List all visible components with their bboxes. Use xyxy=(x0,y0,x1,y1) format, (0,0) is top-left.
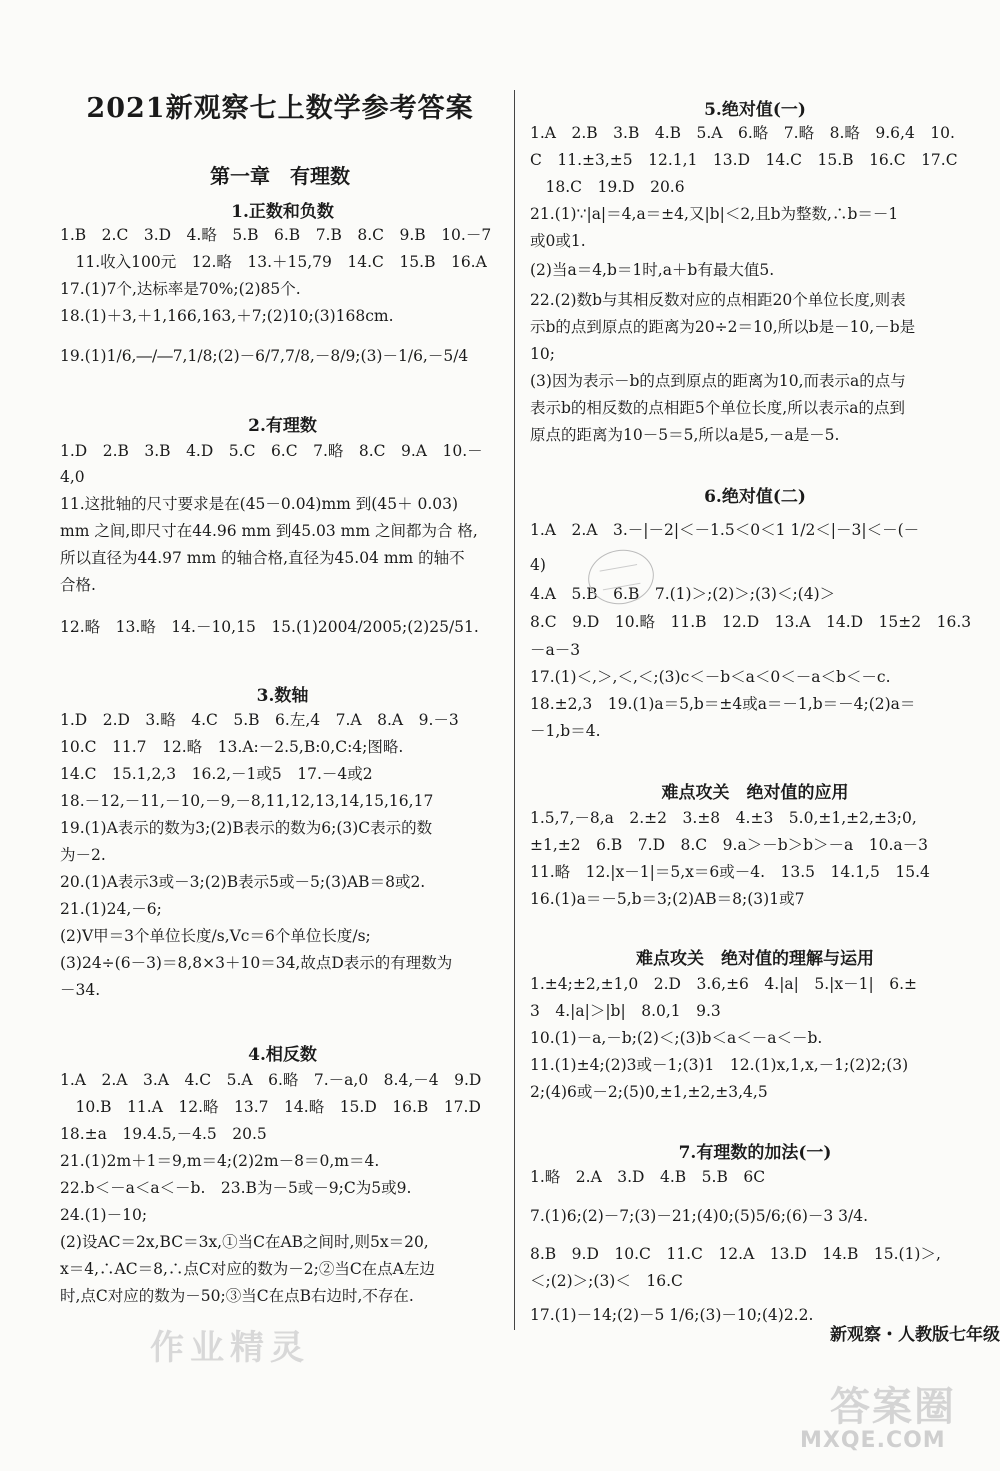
answer-line: ＜;(2)＞;(3)＜ 16.C xyxy=(530,1272,683,1290)
answer-line: 17.(1)7个,达标率是70%;(2)85个. xyxy=(60,280,301,298)
answer-line: 18.±2,3 19.(1)a＝5,b＝±4或a＝－1,b＝－4;(2)a＝ xyxy=(530,695,916,713)
answer-line: 4.A 5.B 6.B 7.(1)＞;(2)＞;(3)＜;(4)＞ xyxy=(530,585,836,603)
answer-line: 1.A 2.A 3.A 4.C 5.A 6.略 7.－a,0 8.4,－4 9.D xyxy=(60,1071,482,1089)
answer-line: 1.D 2.B 3.B 4.D 5.C 6.C 7.略 8.C 9.A 10.－ xyxy=(60,442,483,460)
answer-line: 21.(1)24,－6; xyxy=(60,900,162,918)
answer-line: 18.－12,－11,－10,－9,－8,11,12,13,14,15,16,17 xyxy=(60,792,434,810)
answer-line: 19.(1)A表示的数为3;(2)B表示的数为6;(3)C表示的数 xyxy=(60,819,433,837)
answer-line: －a－3 xyxy=(530,641,581,659)
section-title: 5.绝对值(一) xyxy=(704,100,806,120)
answer-line: 10.C 11.7 12.略 13.A:－2.5,B:0,C:4;图略. xyxy=(60,738,404,756)
answer-line: －34. xyxy=(60,981,101,999)
section-title: 3.数轴 xyxy=(256,686,309,706)
watermark-url: MXQE.COM xyxy=(800,1428,946,1453)
watermark-text: 作业精灵 xyxy=(150,1328,310,1368)
answer-line: 17.(1)＜,＞,＜,＜;(3)c＜－b＜a＜0＜－a＜b＜－c. xyxy=(530,668,891,686)
answer-line: 18.(1)＋3,＋1,166,163,＋7;(2)10;(3)168cm. xyxy=(60,307,394,325)
section-title: 4.相反数 xyxy=(248,1045,317,1065)
answer-line: 1.略 2.A 3.D 4.B 5.B 6C xyxy=(530,1168,766,1186)
answer-line: (3)因为表示－b的点到原点的距离为10,而表示a的点与 xyxy=(530,372,906,390)
answer-line: 1.±4;±2,±1,0 2.D 3.6,±6 4.|a| 5.|x－1| 6.± xyxy=(530,975,918,993)
answer-line: 7.(1)6;(2)－7;(3)－21;(4)0;(5)5/6;(6)－3 3/4. xyxy=(530,1207,869,1225)
answer-line: 19.(1)1/6,―/―7,1/8;(2)－6/7,7/8,－8/9;(3)－1/6,－5/4 xyxy=(60,347,469,365)
answer-line: 22.b＜－a＜a＜－b. 23.B为－5或－9;C为5或9. xyxy=(60,1179,412,1197)
section-title: 1.正数和负数 xyxy=(231,202,334,222)
answer-line: 22.(2)数b与其相反数对应的点相距20个单位长度,则表 xyxy=(530,291,906,309)
answer-line: ±1,±2 6.B 7.D 8.C 9.a＞－b＞b＞－a 10.a－3 xyxy=(530,836,929,854)
answer-line: 1.A 2.A 3.－|－2|＜－1.5＜0＜1 1/2＜|－3|＜－(－ xyxy=(530,521,920,539)
answer-line: 12.略 13.略 14.－10,15 15.(1)2004/2005;(2)25/51. xyxy=(60,618,479,636)
answer-line: 合格. xyxy=(60,576,96,594)
answer-line: 1.D 2.D 3.略 4.C 5.B 6.左,4 7.A 8.A 9.－3 xyxy=(60,711,459,729)
answer-line: 14.C 15.1,2,3 16.2,－1或5 17.－4或2 xyxy=(60,765,373,783)
section-title: 6.绝对值(二) xyxy=(704,487,806,507)
answer-line: 11.略 12.|x－1|＝5,x＝6或－4. 13.5 14.1,5 15.4 xyxy=(530,863,930,881)
section-title: 7.有理数的加法(一) xyxy=(678,1143,832,1163)
answer-line: (2)V甲＝3个单位长度/s,Vc＝6个单位长度/s; xyxy=(60,927,371,945)
answer-line: 1.A 2.B 3.B 4.B 5.A 6.略 7.略 8.略 9.6,4 10. xyxy=(530,124,955,142)
answer-line: x＝4,∴AC＝8,∴点C对应的数为－2;②当C在点A左边 xyxy=(60,1260,435,1278)
page-footer: 新观察・人教版七年级 xyxy=(830,1325,1000,1345)
answer-line: 10.(1)－a,－b;(2)＜;(3)b＜a＜－a＜－b. xyxy=(530,1029,823,1047)
section-title: 2.有理数 xyxy=(248,416,317,436)
answer-line: mm 之间,即尺寸在44.96 mm 到45.03 mm 之间都为合 格, xyxy=(60,522,478,540)
answer-line: 2;(4)6或－2;(5)0,±1,±2,±3,4,5 xyxy=(530,1083,768,1101)
answer-line: 10; xyxy=(530,345,555,363)
answer-line: 4) xyxy=(530,556,546,574)
answer-line: 时,点C对应的数为－50;③当C在点B右边时,不存在. xyxy=(60,1287,414,1305)
answer-line: 或0或1. xyxy=(530,232,586,250)
answer-line: 18.C 19.D 20.6 xyxy=(530,178,685,196)
answer-line: 1.B 2.C 3.D 4.略 5.B 6.B 7.B 8.C 9.B 10.－7 xyxy=(60,226,492,244)
answer-line: 3 4.|a|＞|b| 8.0,1 9.3 xyxy=(530,1002,721,1020)
answer-line: 11.(1)±4;(2)3或－1;(3)1 12.(1)x,1,x,－1;(2)2;(3) xyxy=(530,1056,909,1074)
answer-line: (3)24÷(6－3)＝8,8×3＋10＝34,故点D表示的有理数为 xyxy=(60,954,453,972)
chapter-title: 第一章 有理数 xyxy=(210,164,350,188)
answer-line: 表示b的相反数的点相距5个单位长度,所以表示a的点到 xyxy=(530,399,905,417)
column-divider xyxy=(514,90,515,1330)
section-title: 难点攻关 绝对值的应用 xyxy=(661,783,849,803)
answer-line: 原点的距离为10－5＝5,所以a是5,－a是－5. xyxy=(530,426,840,444)
watermark-logo: 答案圈 xyxy=(830,1383,956,1430)
answer-line: 20.(1)A表示3或－3;(2)B表示5或－5;(3)AB＝8或2. xyxy=(60,873,426,891)
answer-line: (2)设AC＝2x,BC＝3x,①当C在AB之间时,则5x＝20, xyxy=(60,1233,429,1251)
answer-line: 21.(1)2m＋1＝9,m＝4;(2)2m－8＝0,m＝4. xyxy=(60,1152,380,1170)
answer-line: 8.C 9.D 10.略 11.B 12.D 13.A 14.D 15±2 16.3 xyxy=(530,613,972,631)
answer-line: 4,0 xyxy=(60,468,85,486)
answer-line: 17.(1)－14;(2)－5 1/6;(3)－10;(4)2.2. xyxy=(530,1306,814,1324)
answer-line: C 11.±3,±5 12.1,1 13.D 14.C 15.B 16.C 17.C xyxy=(530,151,958,169)
answer-line: 11.收入100元 12.略 13.＋15,79 14.C 15.B 16.A xyxy=(60,253,487,271)
document-title: 2021新观察七上数学参考答案 xyxy=(86,93,474,124)
answer-line: 16.(1)a＝－5,b＝3;(2)AB＝8;(3)1或7 xyxy=(530,890,805,908)
answer-line: 8.B 9.D 10.C 11.C 12.A 13.D 14.B 15.(1)＞, xyxy=(530,1245,941,1263)
answer-line: 10.B 11.A 12.略 13.7 14.略 15.D 16.B 17.D xyxy=(60,1098,481,1116)
answer-line: (2)当a＝4,b＝1时,a＋b有最大值5. xyxy=(530,261,775,279)
answer-line: 为－2. xyxy=(60,846,106,864)
answer-line: 示b的点到原点的距离为20÷2＝10,所以b是－10,－b是 xyxy=(530,318,916,336)
answer-line: 24.(1)－10; xyxy=(60,1206,148,1224)
answer-line: 1.5,7,－8,a 2.±2 3.±8 4.±3 5.0,±1,±2,±3;0, xyxy=(530,809,917,827)
answer-line: 18.±a 19.4.5,－4.5 20.5 xyxy=(60,1125,267,1143)
answer-line: 所以直径为44.97 mm 的轴合格,直径为45.04 mm 的轴不 xyxy=(60,549,465,567)
answer-line: 21.(1)∵|a|＝4,a＝±4,又|b|＜2,且b为整数,∴b＝－1 xyxy=(530,205,899,223)
answer-line: 11.这批轴的尺寸要求是在(45－0.04)mm 到(45＋ 0.03) xyxy=(60,495,459,513)
answer-line: －1,b＝4. xyxy=(530,722,601,740)
section-title: 难点攻关 绝对值的理解与运用 xyxy=(636,949,874,969)
